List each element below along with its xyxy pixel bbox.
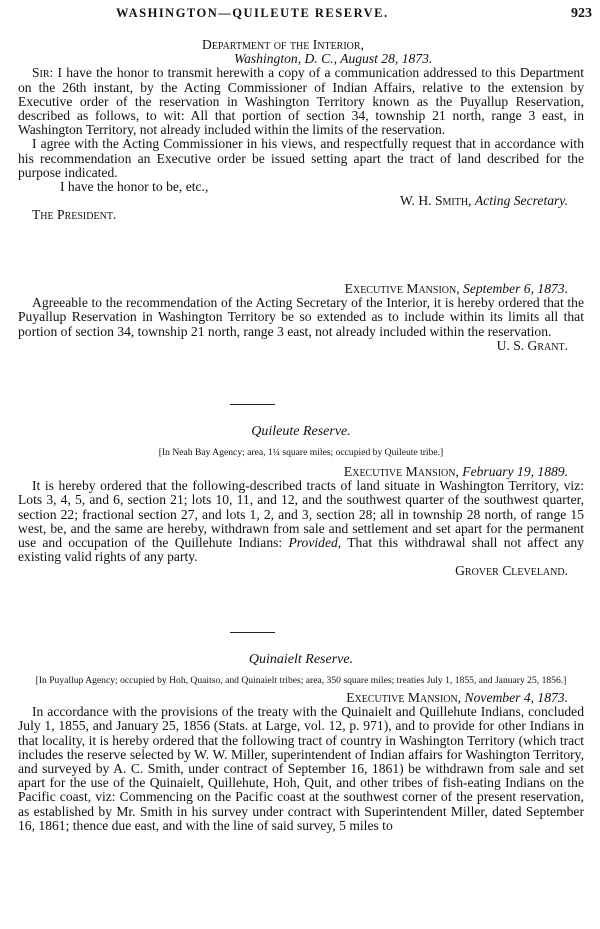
- letter-paragraph-2: I agree with the Acting Commissioner in his views, and respectfully request that in accordance with his recommendation an Executive order be issued setting apart the tract of land described for the purpose indicated.: [18, 136, 584, 180]
- executive-mansion-label: Executive Mansion,: [343, 464, 463, 479]
- quileute-provided: Provided,: [288, 535, 342, 551]
- running-title: WASHINGTON—QUILEUTE RESERVE.: [116, 6, 389, 20]
- salutation: Sir:: [32, 65, 58, 81]
- letter-paragraph-1-text: I have the honor to transmit herewith a copy of a communication addressed to this Department on the 26th instant, by the Acting Commissioner of Indian Affairs, relative to the extension by Executive order of the reservation in Washington Territory known as the Puyallup Reservation, described as follows, to wit: All that portion of section 34, township 21 north, range 3 east, in Washington Territory, not already included within the limits of the reservation.: [18, 65, 584, 138]
- signature-name: W. H. Smith,: [399, 193, 475, 209]
- quileute-title: Quileute Reserve.: [251, 424, 351, 439]
- quileute-order-signature: Grover Cleveland.: [455, 563, 568, 579]
- quinaielt-order-heading: [18, 691, 584, 705]
- page-header: [0, 6, 600, 26]
- quileute-section: [18, 424, 584, 579]
- executive-mansion-label: Executive Mansion,: [346, 690, 465, 705]
- letter-paragraph-1: [18, 66, 584, 137]
- quileute-text-b: That this withdrawal shall not affect any existing valid rights of any party.: [18, 535, 584, 565]
- quileute-order-date: February 19, 1889.: [462, 464, 568, 479]
- puyallup-order-signature: U. S. Grant.: [496, 337, 568, 353]
- department-heading: Department of the Interior,: [202, 37, 364, 52]
- puyallup-order-text: Agreeable to the recommendation of the Acting Secretary of the Interior, it is hereby ordered that the Puyallup Reservation in Washington Territory be so extended as to include within its limits all that portion of section 34, township 21 north, range 3 east, not already included within the reservation.: [18, 295, 584, 339]
- page-number: 923: [571, 6, 592, 21]
- letter-addressee: The President.: [32, 207, 117, 223]
- quileute-text-a: It is hereby ordered that the following-described tracts of land situate in Washington Territory, viz: Lots 3, 4, 5, and 6, section 21; lots 10, 11, and 12, and the southwest quarter of the southwest quarter, section 22; fractional section 27, and lots 1, 2, and 3, section 28; all in township 28 north, of range 15 west, be, and the same are hereby, withdrawn from sale and settlement and set apart for the permanent use and occupation of the Quillehute Indians:: [18, 478, 584, 551]
- quinaielt-order-date: November 4, 1873.: [464, 690, 568, 705]
- quinaielt-title: Quinaielt Reserve.: [248, 652, 354, 667]
- letter-dateline: [18, 52, 584, 66]
- quinaielt-section: [18, 652, 584, 833]
- section-divider: [230, 404, 275, 405]
- dateline-place: Washington, D. C.,: [234, 51, 341, 67]
- letter-closing: I have the honor to be, etc.,: [60, 179, 209, 195]
- quileute-order-text: [18, 479, 584, 564]
- signature-title: Acting Secretary.: [474, 193, 568, 209]
- quileute-note: [In Neah Bay Agency; area, 1¼ square miles; occupied by Quileute tribe.]: [158, 447, 444, 458]
- puyallup-letter: [18, 38, 584, 223]
- quinaielt-note: [In Puyallup Agency; occupied by Hoh, Quaitso, and Quinaielt tribes; area, 350 square miles; treaties July 1, 1855, and January 25, 1856.]: [35, 675, 567, 686]
- quileute-order-heading: [18, 465, 584, 479]
- letter-signature: [18, 194, 584, 208]
- puyallup-order-date: September 6, 1873.: [463, 281, 568, 296]
- dateline-date: August 28, 1873.: [340, 51, 433, 67]
- puyallup-executive-order: [18, 282, 584, 353]
- quinaielt-order-text: In accordance with the provisions of the treaty with the Quinaielt and Quillehute Indians, concluded July 1, 1855, and January 25, 1856 (Stats. at Large, vol. 12, p. 971), and to provide for other Indians in that locality, it is hereby ordered that the following tract of country in Washington Territory (which tract includes the reserve selected by W. W. Miller, superintendent of Indian affairs for Washington Territory, and surveyed by A. C. Smith, under contract of September 16, 1861) be withdrawn from sale and set apart for the use of the Quinaielt, Quillehute, Hoh, Quit, and other tribes of fish-eating Indians on the Pacific coast, viz: Commencing on the Pacific coast at the southwest corner of the present reservation, as established by Mr. Smith in his survey under contract with Superintendent Miller, dated September 16, 1861; thence due east, and with the line of said survey, 5 miles to: [18, 704, 584, 833]
- section-divider: [230, 632, 275, 633]
- executive-mansion-label: Executive Mansion,: [344, 281, 464, 296]
- puyallup-order-heading: [18, 282, 584, 296]
